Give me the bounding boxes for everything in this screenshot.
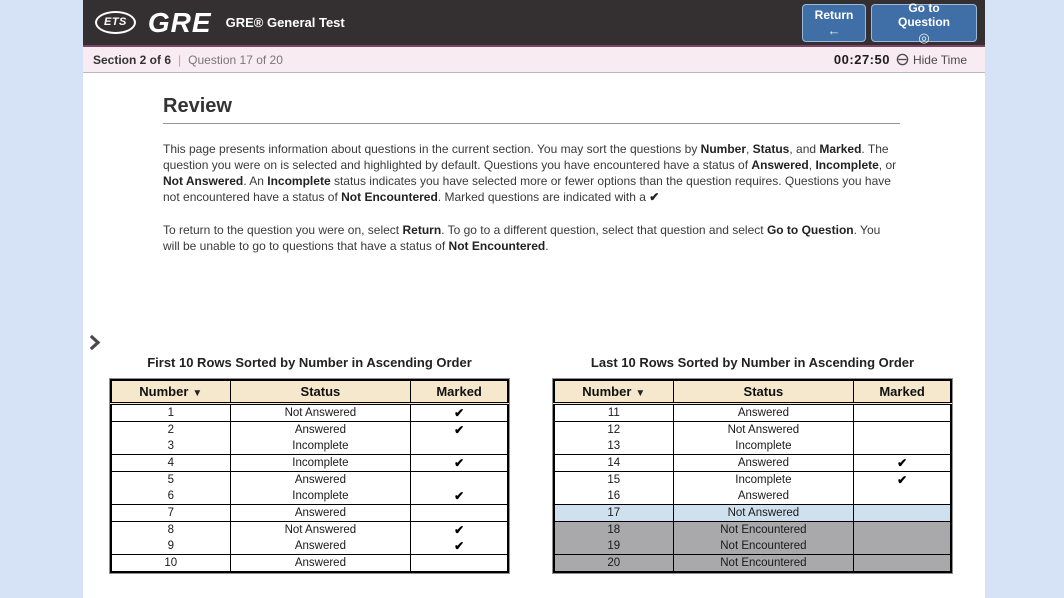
marked-cell [854, 438, 951, 455]
ets-logo: ETS [95, 11, 136, 34]
table-header [111, 380, 508, 404]
table-row [554, 522, 951, 539]
check-icon: ✔ [454, 489, 465, 503]
status-cell: Incomplete [230, 488, 411, 505]
status-cell: Answered [230, 472, 411, 489]
status-cell: Not Answered [230, 522, 411, 539]
marked-cell [411, 488, 508, 505]
header-buttons [802, 1, 977, 45]
status-cell: Not Answered [673, 505, 854, 522]
number-cell: 18 [554, 522, 673, 539]
status-cell: Answered [673, 404, 854, 422]
status-cell: Incomplete [673, 438, 854, 455]
go-to-question-button-label: Go to Question [897, 1, 950, 29]
status-cell: Not Answered [230, 404, 411, 422]
table-row [554, 538, 951, 555]
table-row[interactable] [111, 455, 508, 472]
clock-icon [896, 53, 909, 66]
check-icon: ✔ [897, 473, 908, 487]
marked-cell [411, 505, 508, 522]
table-row[interactable] [111, 404, 508, 422]
marked-cell [411, 555, 508, 573]
timer-group [834, 52, 967, 67]
app-window [83, 0, 985, 598]
marked-cell [411, 538, 508, 555]
marked-cell [411, 472, 508, 489]
review-content [83, 73, 985, 598]
status-cell: Answered [230, 538, 411, 555]
status-cell: Answered [230, 422, 411, 439]
number-cell: 15 [607, 474, 621, 486]
status-cell: Incomplete [230, 438, 411, 455]
table-row[interactable] [111, 488, 508, 505]
marked-cell [411, 522, 508, 539]
sort-arrow-icon: ▼ [635, 388, 646, 399]
status-cell: Incomplete [673, 472, 854, 489]
column-header-number[interactable]: Number ▼ [554, 380, 673, 404]
timer-value: 00:27:50 [833, 52, 890, 67]
review-instructions-paragraph-2: To return to the question you were on, select Return. To go to a different question, select that question and select Go to Question. You will be unable to go to questions that have a status of Not Encountered. [163, 223, 881, 253]
number-cell: 8 [167, 524, 174, 536]
table-row[interactable] [554, 455, 951, 472]
marked-cell [854, 404, 951, 422]
number-cell: 4 [167, 457, 174, 469]
check-icon: ✔ [897, 456, 908, 470]
hide-time-control[interactable] [896, 53, 967, 67]
table-row[interactable] [554, 422, 951, 439]
table-row[interactable] [554, 488, 951, 505]
sort-arrow-icon: ▼ [192, 388, 203, 399]
table-row[interactable] [111, 472, 508, 489]
marked-cell [411, 404, 508, 422]
return-button-label: Return [814, 8, 854, 22]
check-icon: ✔ [454, 456, 465, 470]
marked-cell [854, 488, 951, 505]
column-header-status[interactable]: Status [673, 380, 854, 404]
table-header [554, 380, 951, 404]
number-cell: 7 [167, 507, 174, 519]
number-cell: 1 [167, 407, 174, 419]
status-cell: Incomplete [230, 455, 411, 472]
table-row[interactable] [111, 522, 508, 539]
section-label: Section 2 of 6 [93, 52, 172, 67]
marked-cell [854, 522, 951, 539]
table-row[interactable] [111, 538, 508, 555]
marked-cell [854, 505, 951, 522]
bullseye-icon: ◎ [918, 30, 930, 45]
title-underline [163, 123, 900, 124]
number-cell: 13 [607, 440, 621, 452]
table-row [554, 555, 951, 573]
column-header-status[interactable]: Status [230, 380, 411, 404]
marked-cell [854, 555, 951, 573]
review-table-last [553, 379, 952, 573]
logo-group [83, 6, 345, 38]
marked-cell [854, 422, 951, 439]
status-cell: Answered [673, 455, 854, 472]
number-cell: 2 [167, 424, 174, 436]
number-cell: 14 [607, 457, 621, 469]
return-button[interactable] [802, 4, 866, 42]
review-table-first-block [110, 355, 509, 573]
number-cell: 11 [607, 407, 620, 419]
column-header-number[interactable]: Number ▼ [111, 380, 230, 404]
number-cell: 9 [167, 540, 174, 552]
hide-time-label: Hide Time [912, 52, 967, 67]
status-cell: Answered [230, 555, 411, 573]
number-cell: 19 [554, 538, 673, 555]
check-icon: ✔ [454, 523, 465, 537]
status-cell: Answered [673, 488, 854, 505]
status-cell: Not Encountered [673, 522, 854, 539]
go-to-question-button[interactable] [871, 1, 977, 45]
review-tables-row [110, 355, 985, 573]
number-cell: 10 [164, 557, 178, 569]
table-row[interactable] [111, 422, 508, 439]
table-row[interactable] [554, 505, 951, 522]
review-table-last-block [553, 355, 952, 573]
marked-cell [854, 455, 951, 472]
expand-chevron-icon[interactable] [90, 335, 101, 350]
gre-logo: GRE [147, 6, 212, 38]
table-title-first: First 10 Rows Sorted by Number in Ascending Order [147, 355, 472, 370]
check-icon: ✔ [454, 423, 465, 437]
marked-cell [854, 538, 951, 555]
top-header-bar [83, 0, 985, 47]
review-table-first [110, 379, 509, 573]
number-cell: 16 [607, 490, 621, 502]
status-cell: Answered [230, 505, 411, 522]
marked-cell [411, 422, 508, 439]
number-cell: 5 [167, 474, 174, 486]
number-cell: 17 [554, 505, 673, 522]
marked-cell [411, 438, 508, 455]
table-row[interactable] [111, 505, 508, 522]
table-row[interactable] [111, 438, 508, 455]
review-instructions-paragraph-1: This page presents information about questions in the current section. You may sort the questions by Number, Status, and Marked. The question you were on is selected and highlighted by default. Questions you have encountered have a status of Answered, Incomplete, or Not Answered. An Incomplete status indicates you have selected more or fewer options than the question requires. Questions you have not encountered have a status of Not Encountered. Marked questions are indicated with a ✔ [163, 142, 897, 204]
table-body [554, 404, 951, 573]
separator: | [178, 52, 182, 67]
status-cell: Not Encountered [673, 555, 854, 573]
page-title: Review [163, 95, 232, 117]
product-title: GRE® General Test [225, 15, 345, 30]
table-row[interactable] [111, 555, 508, 573]
check-icon: ✔ [454, 539, 465, 553]
column-header-marked[interactable]: Marked [411, 380, 508, 404]
status-cell: Not Encountered [673, 538, 854, 555]
table-row[interactable] [554, 438, 951, 455]
column-header-marked[interactable]: Marked [854, 380, 951, 404]
marked-cell [411, 455, 508, 472]
section-status-bar [83, 47, 985, 73]
marked-cell [854, 472, 951, 489]
number-cell: 20 [554, 555, 673, 573]
check-icon: ✔ [454, 406, 465, 420]
question-progress-label: Question 17 of 20 [188, 52, 283, 67]
number-cell: 6 [167, 490, 174, 502]
number-cell: 12 [607, 424, 621, 436]
table-body [111, 404, 508, 573]
table-title-last: Last 10 Rows Sorted by Number in Ascending Order [590, 355, 915, 370]
left-arrow-icon: ← [827, 23, 841, 38]
table-row[interactable] [554, 472, 951, 489]
number-cell: 3 [167, 440, 174, 452]
status-cell: Not Answered [673, 422, 854, 439]
table-row[interactable] [554, 404, 951, 422]
